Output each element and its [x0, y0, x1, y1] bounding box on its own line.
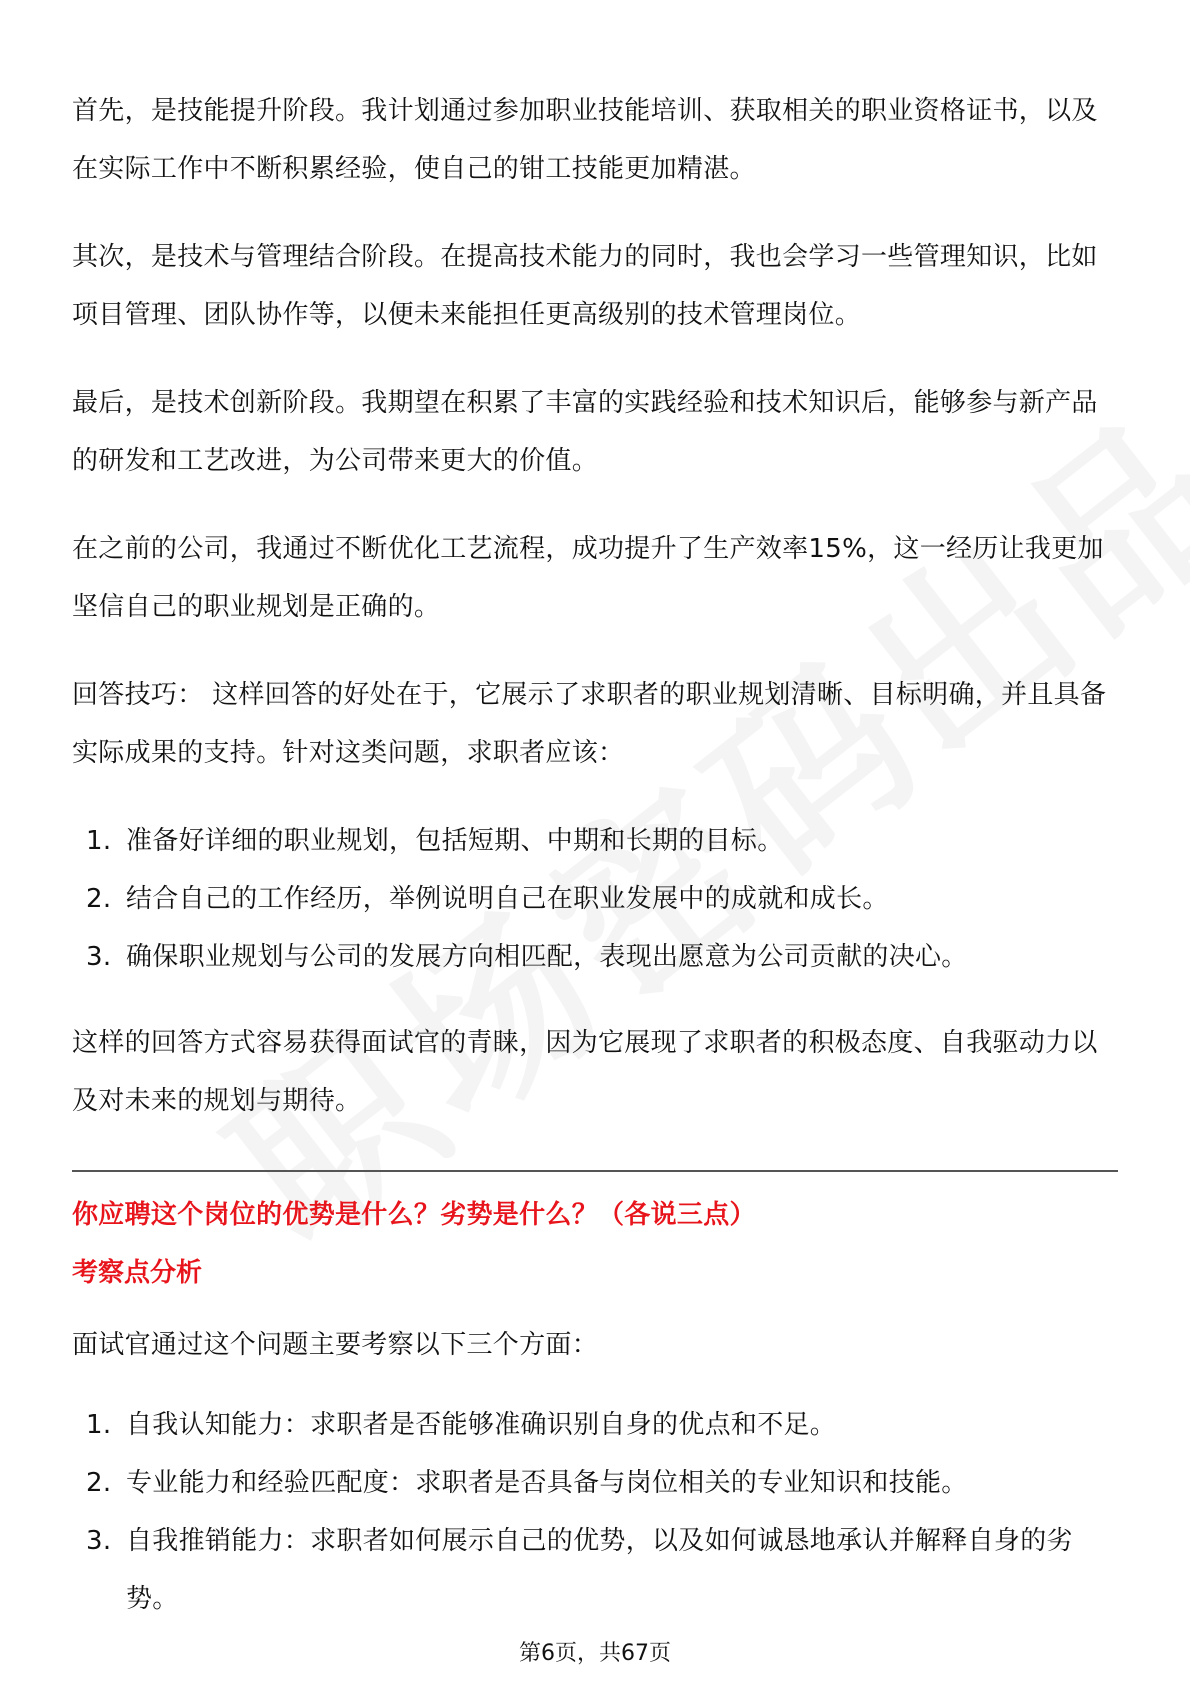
question-heading: 你应聘这个岗位的优势是什么？劣势是什么？（各说三点） [72, 1200, 756, 1230]
list-text: 专业能力和经验匹配度：求职者是否具备与岗位相关的专业知识和技能。 [126, 1468, 968, 1498]
list-number: 2. [86, 1468, 112, 1498]
list-text: 确保职业规划与公司的发展方向相匹配，表现出愿意为公司贡献的决心。 [126, 942, 968, 972]
list-item [72, 1512, 1118, 1628]
list-item [72, 1396, 1118, 1454]
paragraph-closing: 这样的回答方式容易获得面试官的青睐，因为它展现了求职者的积极态度、自我驱动力以及对未来的规划与期待。 [72, 1028, 1098, 1116]
paragraph-skill-stage: 首先，是技能提升阶段。我计划通过参加职业技能培训、获取相关的职业资格证书，以及在实际工作中不断积累经验，使自己的钳工技能更加精湛。 [72, 96, 1098, 184]
list-text: 自我推销能力：求职者如何展示自己的优势，以及如何诚恳地承认并解释自身的劣势。 [126, 1526, 1073, 1614]
list-number: 1. [86, 826, 112, 856]
paragraph-management-stage: 其次，是技术与管理结合阶段。在提高技术能力的同时，我也会学习一些管理知识，比如项目管理、团队协作等，以便未来能担任更高级别的技术管理岗位。 [72, 242, 1098, 330]
list-number: 3. [86, 942, 112, 972]
page-footer: 第6页，共67页 [519, 1641, 671, 1666]
tips-list [72, 812, 1118, 986]
list-text: 自我认知能力：求职者是否能够准确识别自身的优点和不足。 [126, 1410, 837, 1440]
analysis-heading: 考察点分析 [72, 1258, 203, 1288]
paragraph-answer-tips: 回答技巧： 这样回答的好处在于，它展示了求职者的职业规划清晰、目标明确，并且具备实际成果的支持。针对这类问题，求职者应该： [72, 680, 1107, 768]
list-item [72, 1454, 1118, 1512]
list-item [72, 928, 1118, 986]
section-divider [72, 1170, 1118, 1172]
list-item [72, 870, 1118, 928]
paragraph-innovation-stage: 最后，是技术创新阶段。我期望在积累了丰富的实践经验和技术知识后，能够参与新产品的研发和工艺改进，为公司带来更大的价值。 [72, 388, 1098, 476]
paragraph-analysis-intro: 面试官通过这个问题主要考察以下三个方面： [72, 1330, 599, 1360]
list-number: 1. [86, 1410, 112, 1440]
paragraph-previous-company: 在之前的公司，我通过不断优化工艺流程，成功提升了生产效率15%，这一经历让我更加坚信自己的职业规划是正确的。 [72, 534, 1104, 622]
list-number: 2. [86, 884, 112, 914]
list-text: 准备好详细的职业规划，包括短期、中期和长期的目标。 [126, 826, 784, 856]
list-item [72, 812, 1118, 870]
list-number: 3. [86, 1526, 112, 1556]
page-content [72, 82, 1118, 1656]
list-text: 结合自己的工作经历，举例说明自己在职业发展中的成就和成长。 [126, 884, 889, 914]
analysis-list [72, 1396, 1118, 1628]
